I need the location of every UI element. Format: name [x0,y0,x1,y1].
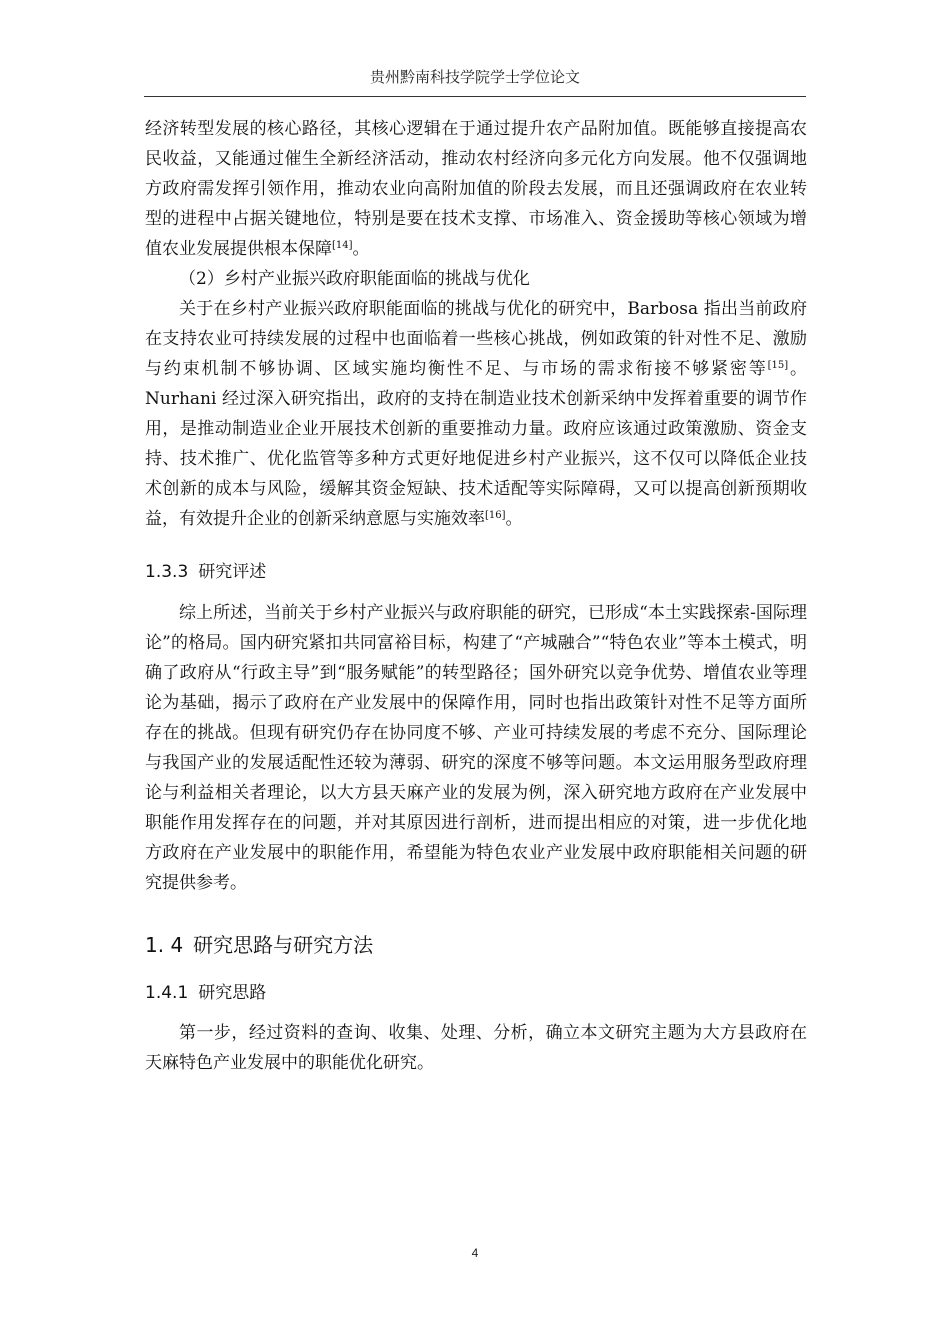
paragraph-3: 综上所述，当前关于乡村产业振兴与政府职能的研究，已形成“本土实践探索-国际理论”的格局。国内研究紧扣共同富裕目标，构建了“产城融合”“特色农业”等本土模式，明确了政府从“行政主导”到“服务赋能”的转型路径；国外研究以竞争优势、增值农业等理论为基础，揭示了政府在产业发展中的保障作用，同时也指出政策针对性不足等方面所存在的挑战。但现有研究仍存在协同度不够、产业可持续发展的考虑不充分、国际理论与我国产业的发展适配性还较为薄弱、研究的深度不够等问题。本文运用服务型政府理论与利益相关者理论，以大方县天麻产业的发展为例，深入研究地方政府在产业发展中职能作用发挥存在的问题，并对其原因进行剖析，进而提出相应的对策，进一步优化地方政府在产业发展中的职能作用，希望能为特色农业产业发展中政府职能相关问题的研究提供参考。 [145,603,807,893]
paragraph-1: 经济转型发展的核心路径，其核心逻辑在于通过提升农产品附加值。既能够直接提高农民收益，又能通过催生全新经济活动，推动农村经济向多元化方向发展。他不仅强调地方政府需发挥引领作用，推动农业向高附加值的阶段去发展，而且还强调政府在农业转型的进程中占据关键地位，特别是要在技术支撑、市场准入、资金援助等核心领域为增值农业发展提供根本保障[14]。 [145,119,807,259]
section-heading-1-4-1: 1.4.1 研究思路 [145,983,267,1003]
page-number: 4 [471,1246,479,1260]
section-heading-1-3-3: 1.3.3 研究评述 [145,562,267,582]
running-header: 贵州黔南科技学院学士学位论文 [369,68,580,86]
paragraph-2: 关于在乡村产业振兴政府职能面临的挑战与优化的研究中，Barbosa 指出当前政府在支持农业可持续发展的过程中也面临着一些核心挑战，例如政策的针对性不足、激励与约束机制不够协调、区域实施均衡性不足、与市场的需求衔接不够紧密等[15]。Nurhani 经过深入研究指出，政府的支持在制造业技术创新采纳中发挥着重要的调节作用，是推动制造业企业开展技术创新的重要推动力量。政府应该通过政策激励、资金支持、技术推广、优化监管等多种方式更好地促进乡村产业振兴，这不仅可以降低企业技术创新的成本与风险，缓解其资金短缺、技术适配等实际障碍，又可以提高创新预期收益，有效提升企业的创新采纳意愿与实施效率[16]。 [145,299,808,529]
header-rule [144,96,806,97]
paragraph-4: 第一步，经过资料的查询、收集、处理、分析，确立本文研究主题为大方县政府在天麻特色产业发展中的职能优化研究。 [145,1023,807,1073]
citation-14: [14] [332,240,353,251]
body-text [145,114,807,1078]
section-heading-1-4: 1. 4 研究思路与研究方法 [145,933,374,957]
citation-15: [15] [767,360,789,371]
subheading-2: （2）乡村产业振兴政府职能面临的挑战与优化 [179,269,530,289]
citation-16: [16] [485,510,506,521]
